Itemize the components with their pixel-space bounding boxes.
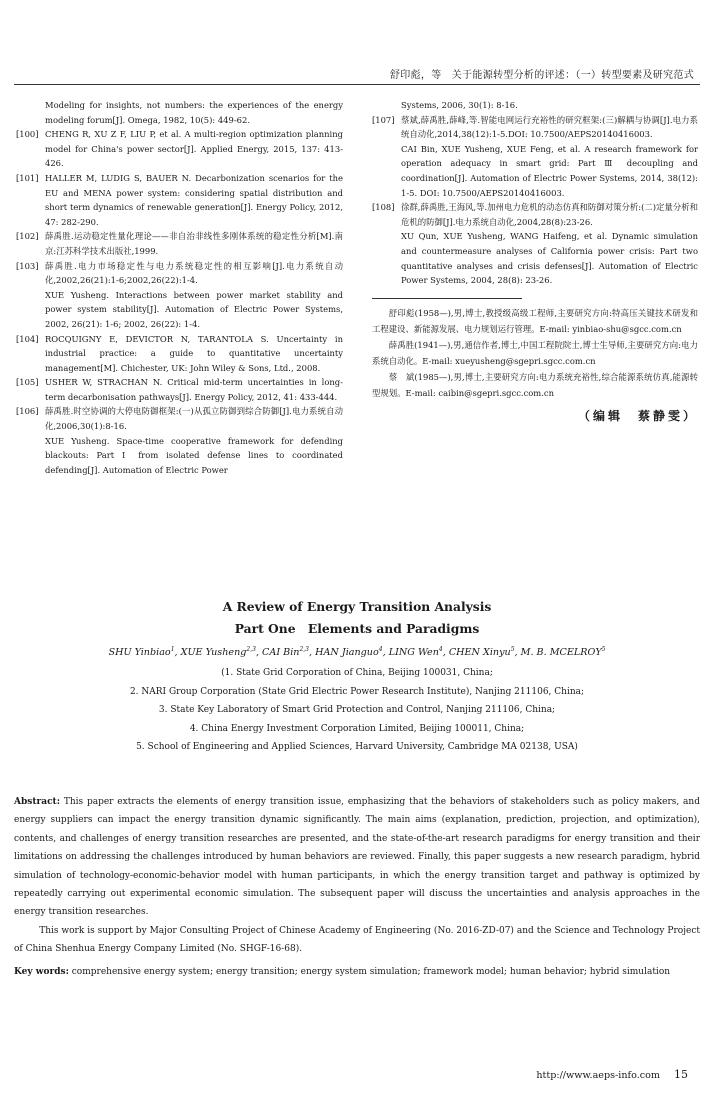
affiliation-line: 2. NARI Group Corporation (State Grid Electric Power Research Institute), Nanjing 211106, China; [129,686,585,697]
author-name: M. B. MCELROY [520,647,602,659]
english-title-line2: Part One Elements and Paradigms [234,621,480,636]
keywords-text: comprehensive energy system; energy transition; energy system simulation; framework model; human behavior; hybrid simulation [71,966,671,977]
reference-entry [16,127,343,171]
reference-body [45,229,343,258]
reference-text: Modeling for insights, not numbers: the experiences of the energy modeling forum[J]. Omega, 1982, 10(5): 449-62. [45,100,343,125]
affiliation-line: 5. School of Engineering and Applied Sciences, Harvard University, Cambridge MA 02138, USA) [136,742,578,753]
reference-text: 薛禹胜.时空协调的大停电防御框架:(一)从孤立防御到综合防御[J].电力系统自动化,2006,30(1):8-16. [45,406,343,432]
page-footer [536,1068,688,1081]
author-name: CHEN Xinyu [448,647,511,659]
reference-text: CAI Bin, XUE Yusheng, XUE Feng, et al. A research framework for operation adequacy in smart grid: Part Ⅲ decoupling and coordination[J]. Automation of Electric Power Systems, 2014, 38(12): 1-5. DOI: 10.7500/AEPS20140416003. [401,143,698,198]
abstract-text: This paper extracts the elements of energy transition issue, emphasizing that the behaviors of stakeholders such as policy makers, and energy suppliers can impact the energy transition dynamic significantly. The main aims (explanation, prediction, projection, and optimization), contents, and challenges of energy transition researches are presented, and the state-of-the-art research paradigms for energy transition and their limitations on addressing the challenges introduced by human behaviors are reviewed. Finally, this paper suggests a new research paradigm, hybrid simulation of technology-economic-behavior model with human participants, in which the energy transition target and pathway is optimized by repeatedly carrying out experimental economic simulation. The subsequent paper will discuss the uncertainties and analysis approaches in the energy transition researches. [14,797,700,918]
reference-text: 薛禹胜.运动稳定性量化理论——非自治非线性多刚体系统的稳定性分析[M].南京:江苏科学技术出版社,1999. [45,231,343,256]
reference-body [45,375,343,404]
page-number: 15 [674,1068,688,1081]
reference-entry [16,404,343,477]
reference-text: USHER W, STRACHAN N. Critical mid-term uncertainties in long-term decarbonisation pathways[J]. Energy Policy, 2012, 41: 433-444. [45,377,343,402]
reference-text: 徐群,薛禹胜,王海风,等.加州电力危机的动态仿真和防御对策分析:(二)定量分析和危机的防御[J].电力系统自动化,2004,28(8):23-26. [401,202,698,227]
reference-body [45,259,343,332]
editor-credit: （编辑 蔡静雯） [577,408,698,423]
abstract-block [14,793,700,981]
reference-text: ROCQUIGNY E, DEVICTOR N, TARANTOLA S. Uncertainty in industrial practice: a guide to quantitative uncertainty management[M]. Chichester, UK: John Wiley & Sons, Ltd., 2008. [45,333,343,373]
reference-number: [100] [16,129,39,140]
bio-divider [372,298,522,299]
funding-statement: This work is support by Major Consulting Project of Chinese Academy of Engineering (No. 2016-ZD-07) and the Science and Technology Project of China Shenhua Energy Company Limited (No. SHGF-16-68). [14,925,700,955]
reference-entry [16,229,343,258]
author-affiliation-mark: 1 [170,646,175,653]
author-bios [372,305,698,401]
affiliation-line: (1. State Grid Corporation of China, Beijing 100031, China; [221,668,493,678]
reference-number: [104] [16,333,39,344]
english-title-line1: A Review of Energy Transition Analysis [222,599,492,614]
reference-number: [102] [16,231,39,242]
author-name: XUE Yusheng [180,647,247,659]
reference-entry [16,259,343,332]
reference-body [45,171,343,229]
abstract-paragraph [14,793,700,922]
reference-number: [107] [372,114,395,125]
reference-number: [105] [16,377,39,388]
reference-text: HALLER M, LUDIG S, BAUER N. Decarbonization scenarios for the EU and MENA power system: considering spatial distribution and short term dynamics of renewable generation[J]. Energy Policy, 2012, 47: 282-290. [45,172,343,227]
reference-number: [101] [16,172,39,183]
reference-text: XU Qun, XUE Yusheng, WANG Haifeng, et al. Dynamic simulation and countermeasure analyses of California power crisis: Part two quantitative analyses and crisis defenses[J]. Automation of Electric Power Systems, 2004, 28(8): 23-26. [401,231,698,286]
reference-body [45,127,343,171]
affiliations [0,664,714,757]
reference-body [401,113,698,201]
reference-text: XUE Yusheng. Space-time cooperative framework for defending blackouts: Part Ⅰ from isolated defense lines to coordinated defending[J]. Automation of Electric Power [45,435,343,475]
reference-entry [372,200,698,288]
footer-url: http://www.aeps-info.com [536,1070,660,1081]
author-affiliation-mark: 4 [378,646,383,653]
keywords-label: Key words: [14,966,69,977]
references-left-column [16,98,343,477]
reference-text: 薛禹胜.电力市场稳定性与电力系统稳定性的相互影响[J].电力系统自动化,2002,26(21):1-6;2002,26(22):1-4. [45,260,343,286]
reference-number [16,98,45,127]
author-bio: 蔡 斌(1985—),男,博士,主要研究方向:电力系统充裕性,综合能源系统仿真,能源转型规划。E-mail: caibin@sgepri.sgcc.com.cn [372,371,698,398]
reference-entry [16,98,343,127]
author-name: LING Wen [388,647,439,659]
author-affiliation-mark: 2,3 [246,646,256,653]
reference-text: XUE Yusheng. Interactions between power market stability and power system stability[J]. Automation of Electric Power Systems, 2002, 26(21): 1-6; 2002, 26(22): 1-4. [45,289,343,329]
reference-text: CHENG R, XU Z F, LIU P, et al. A multi-region optimization planning model for China's power sector[J]. Applied Energy, 2015, 137: 413-426. [45,129,343,169]
reference-body [401,200,698,288]
keywords-paragraph [14,963,700,981]
author-bio: 舒印彪(1958—),男,博士,教授级高级工程师,主要研究方向:特高压关键技术研发和工程建设、新能源发展、电力规划运行管理。E-mail: yinbiao-shu@sgcc.com.cn [372,307,698,334]
reference-entry [372,113,698,201]
reference-body [45,98,343,127]
author-list: SHU Yinbiao$^1$, XUE Yusheng$^{2,3}$, CAI Bin$^{2,3}$, HAN Jianguo$^4$, LING Wen$^4$, CHEN Xinyu$^5$, M. B. MCELROY$^5$ [108,646,606,659]
running-head: 舒印彪，等 关于能源转型分析的评述：（一）转型要素及研究范式 [390,70,694,81]
author-affiliation-mark: 5 [510,646,515,653]
affiliation-line: 4. China Energy Investment Corporation Limited, Beijing 100011, China; [189,723,525,734]
reference-number: [108] [372,202,395,213]
reference-entry [16,171,343,229]
abstract-label: Abstract: [14,797,61,807]
author-name: SHU Yinbiao [108,647,171,659]
author-affiliation-mark: 5 [601,646,606,653]
author-bio: 薛禹胜(1941—),男,通信作者,博士,中国工程院院士,博士生导师,主要研究方向:电力系统自动化。E-mail: xueyusheng@sgepri.sgcc.com.cn [372,339,698,366]
reference-entry [16,375,343,404]
header-rule [14,84,700,85]
reference-body [45,404,343,477]
affiliation-line: 3. State Key Laboratory of Smart Grid Protection and Control, Nanjing 211106, China; [158,705,556,716]
reference-text: 蔡斌,薛禹胜,薛峰,等.智能电网运行充裕性的研究框架:(三)解耦与协调[J].电力系统自动化,2014,38(12):1-5.DOI: 10.7500/AEPS20140416003. [401,114,698,140]
reference-number: [103] [16,260,39,271]
reference-body [45,332,343,376]
author-affiliation-mark: 2,3 [299,646,309,653]
reference-entry [16,332,343,376]
references-right-column [372,98,698,423]
author-affiliation-mark: 4 [438,646,443,653]
reference-text: Systems, 2006, 30(1): 8-16. [401,100,518,110]
author-name: CAI Bin [262,647,300,659]
reference-entry [372,98,698,113]
reference-number [372,98,401,113]
reference-body [401,98,698,113]
reference-number: [106] [16,406,39,417]
author-name: HAN Jianguo [315,647,379,659]
